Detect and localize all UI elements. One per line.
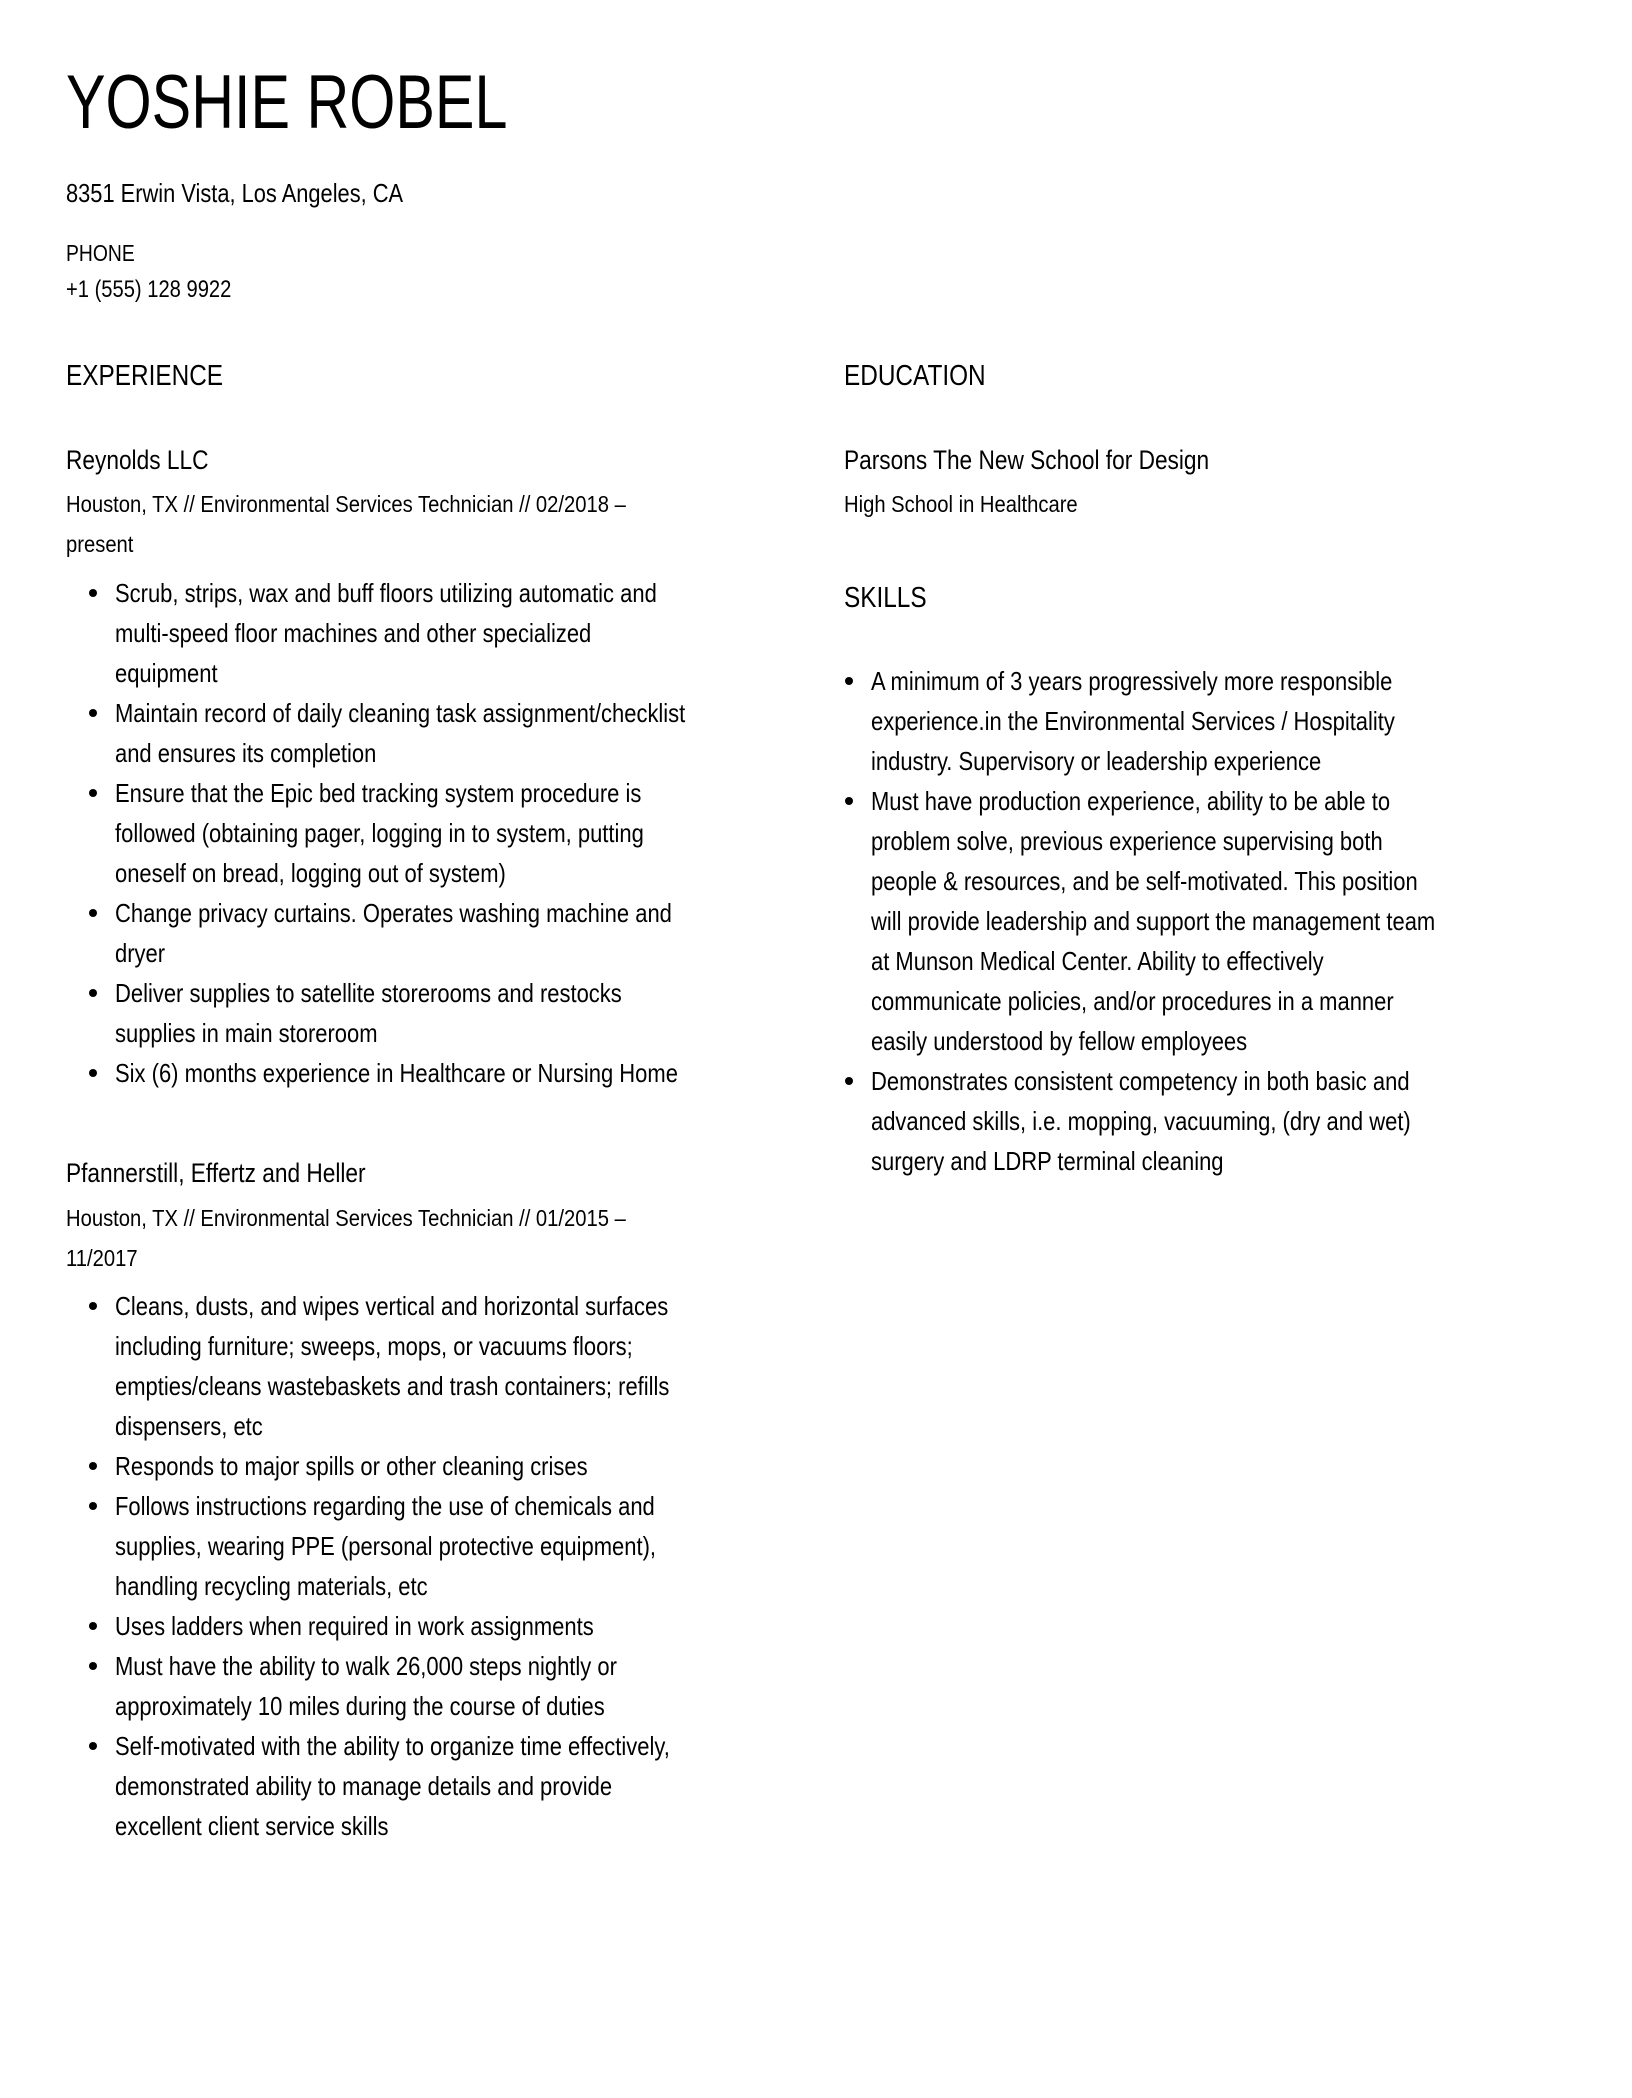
list-item: Maintain record of daily cleaning task assignment/checklist and ensures its completion [66,693,788,773]
bullet-icon [845,677,853,685]
bullet-icon [845,797,853,805]
bullet-icon [89,909,97,917]
list-item: Scrub, strips, wax and buff floors utilizing automatic and multi-speed floor machines and other specialized equipment [66,573,788,693]
company-name: Reynolds LLC [66,445,209,475]
list-item: Deliver supplies to satellite storerooms and restocks supplies in main storeroom [66,973,788,1053]
experience-heading: EXPERIENCE [66,360,224,392]
job-meta: Houston, TX // Environmental Services Technician // 01/2015 – 11/2017 [66,1205,626,1271]
list-item: Six (6) months experience in Healthcare or Nursing Home [66,1053,788,1093]
bullet-icon [89,1502,97,1510]
company-name: Pfannerstill, Effertz and Heller [66,1158,366,1188]
job-bullets [66,1286,788,1846]
bullet-icon [89,589,97,597]
bullet-icon [89,1742,97,1750]
skills-bullets [822,661,1544,1181]
job-bullets [66,573,788,1093]
education-heading: EDUCATION [844,360,986,392]
list-item: Change privacy curtains. Operates washing machine and dryer [66,893,788,973]
bullet-icon [89,1622,97,1630]
bullet-icon [89,789,97,797]
skills-heading: SKILLS [844,582,927,614]
list-item: Uses ladders when required in work assignments [66,1606,788,1646]
degree: High School in Healthcare [844,491,1078,517]
list-item: Responds to major spills or other cleaning crises [66,1446,788,1486]
list-item: Must have production experience, ability to be able to problem solve, previous experience supervising both people & resources, and be self-motivated. This position will provide leadership and support the management team at Munson Medical Center. Ability to effectively communicate policies, and/or procedures in a manner easily understood by fellow employees [822,781,1544,1061]
bullet-icon [89,989,97,997]
list-item: Must have the ability to walk 26,000 steps nightly or approximately 10 miles during the course of duties [66,1646,788,1726]
bullet-icon [89,1662,97,1670]
list-item: Self-motivated with the ability to organize time effectively, demonstrated ability to manage details and provide excellent client service skills [66,1726,788,1846]
list-item: Cleans, dusts, and wipes vertical and horizontal surfaces including furniture; sweeps, mops, or vacuums floors; empties/cleans wastebaskets and trash containers; refills dispensers, etc [66,1286,788,1446]
bullet-icon [89,1069,97,1077]
bullet-icon [845,1077,853,1085]
phone-label: PHONE [66,240,135,266]
address: 8351 Erwin Vista, Los Angeles, CA [66,178,404,208]
job-meta: Houston, TX // Environmental Services Technician // 02/2018 – present [66,491,626,557]
phone-number: +1 (555) 128 9922 [66,276,232,303]
list-item: Demonstrates consistent competency in both basic and advanced skills, i.e. mopping, vacuuming, (dry and wet) surgery and LDRP terminal cleaning [822,1061,1544,1181]
school-name: Parsons The New School for Design [844,445,1210,475]
bullet-icon [89,1302,97,1310]
bullet-icon [89,1462,97,1470]
list-item: A minimum of 3 years progressively more responsible experience.in the Environmental Services / Hospitality industry. Supervisory or leadership experience [822,661,1544,781]
list-item: Ensure that the Epic bed tracking system procedure is followed (obtaining pager, logging in to system, putting oneself on bread, logging out of system) [66,773,788,893]
list-item: Follows instructions regarding the use of chemicals and supplies, wearing PPE (personal protective equipment), handling recycling materials, etc [66,1486,788,1606]
candidate-name: YOSHIE ROBEL [66,60,508,145]
bullet-icon [89,709,97,717]
